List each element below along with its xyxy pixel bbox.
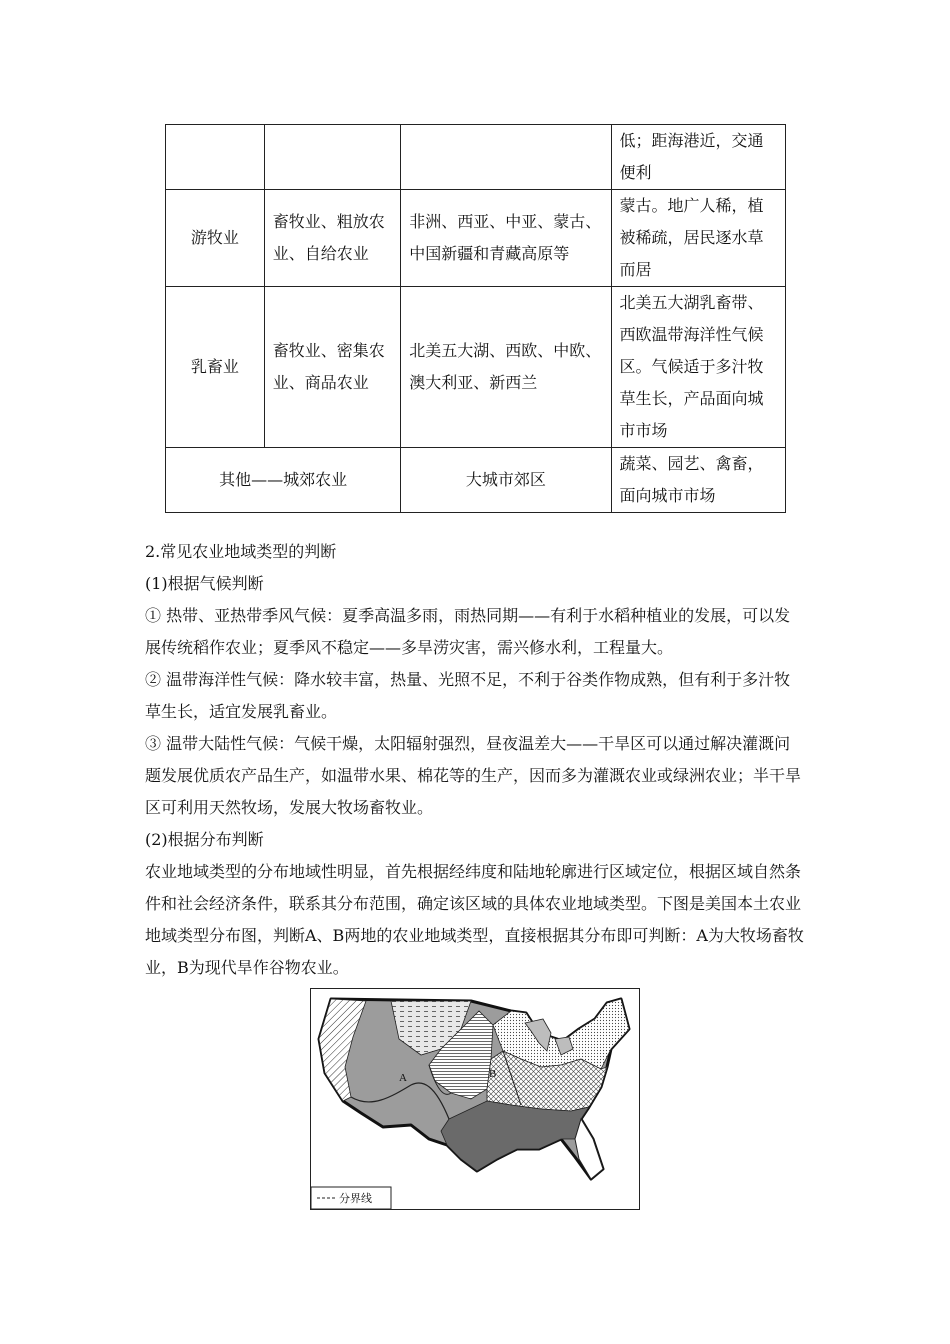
label-b: B bbox=[489, 1068, 497, 1080]
table-row bbox=[166, 287, 786, 448]
conditions-cell: 低；距海港近，交通便利 bbox=[611, 125, 785, 190]
distribution-cell: 非洲、西亚、中亚、蒙古、中国新疆和青藏高原等 bbox=[401, 190, 611, 287]
type-cell: 其他——城郊农业 bbox=[166, 448, 401, 513]
map-figure bbox=[311, 989, 639, 1209]
paragraph: 农业地域类型的分布地域性明显，首先根据经纬度和陆地轮廓进行区域定位，根据区域自然条件和社会经济条件，联系其分布范围，确定该区域的具体农业地域类型。下图是美国本土农业地域类型分布图，判断A、B两地的农业地域类型，直接根据其分布即可判断：A为大牧场畜牧业，B为现代旱作谷物农业。 bbox=[145, 862, 804, 977]
label-a: A bbox=[399, 1072, 407, 1084]
conditions-cell: 蔬菜、园艺、禽畜，面向城市市场 bbox=[611, 448, 785, 513]
features-cell: 畜牧业、密集农业、商品农业 bbox=[264, 287, 401, 448]
conditions-cell: 蒙古。地广人稀，植被稀疏，居民逐水草而居 bbox=[611, 190, 785, 287]
subheading-climate: (1)根据气候判断 bbox=[145, 574, 264, 593]
type-cell: 游牧业 bbox=[166, 190, 265, 287]
agriculture-type-table bbox=[165, 124, 786, 513]
legend-label: 分界线 bbox=[339, 1192, 372, 1205]
us-agriculture-map bbox=[310, 988, 640, 1210]
subheading-distribution: (2)根据分布判断 bbox=[145, 830, 264, 849]
table-row bbox=[166, 190, 786, 287]
body-text bbox=[145, 536, 805, 984]
table-row bbox=[166, 125, 786, 190]
type-cell: 乳畜业 bbox=[166, 287, 265, 448]
conditions-cell: 北美五大湖乳畜带、西欧温带海洋性气候区。气候适于多汁牧草生长，产品面向城市市场 bbox=[611, 287, 785, 448]
features-cell bbox=[264, 125, 401, 190]
region-florida bbox=[575, 1119, 603, 1179]
features-cell: 畜牧业、粗放农业、自给农业 bbox=[264, 190, 401, 287]
list-item: ③ 温带大陆性气候：气候干燥，太阳辐射强烈，昼夜温差大——干旱区可以通过解决灌溉问题发展优质农产品生产，如温带水果、棉花等的生产，因而多为灌溉农业或绿洲农业；半干旱区可利用天然牧场，发展大牧场畜牧业。 bbox=[145, 734, 802, 817]
table-row bbox=[166, 448, 786, 513]
type-cell bbox=[166, 125, 265, 190]
distribution-cell bbox=[401, 125, 611, 190]
list-item: ① 热带、亚热带季风气候：夏季高温多雨，雨热同期——有利于水稻种植业的发展，可以发展传统稻作农业；夏季风不稳定——多旱涝灾害，需兴修水利，工程量大。 bbox=[145, 606, 791, 657]
list-item: ② 温带海洋性气候：降水较丰富，热量、光照不足，不利于谷类作物成熟，但有利于多汁牧草生长，适宜发展乳畜业。 bbox=[145, 670, 791, 721]
section-heading: 2.常见农业地域类型的判断 bbox=[145, 542, 337, 561]
distribution-cell: 北美五大湖、西欧、中欧、澳大利亚、新西兰 bbox=[401, 287, 611, 448]
distribution-cell: 大城市郊区 bbox=[401, 448, 611, 513]
